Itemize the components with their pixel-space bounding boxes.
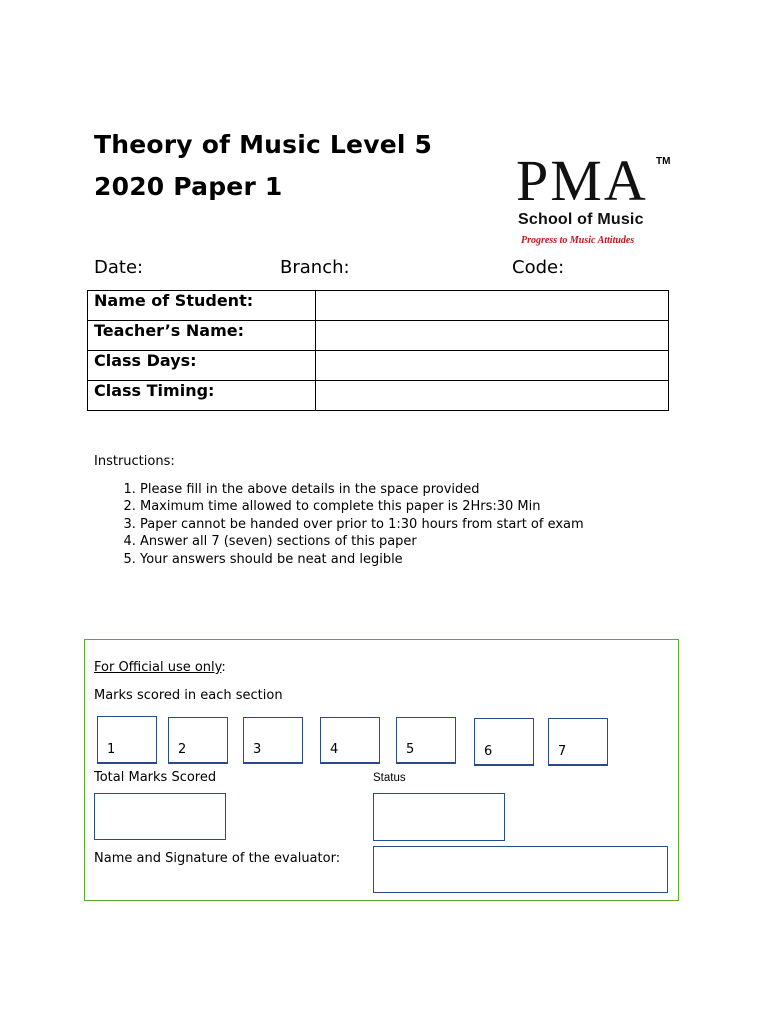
class-days-label: Class Days: bbox=[88, 351, 316, 381]
table-row bbox=[88, 291, 669, 321]
total-marks-label: Total Marks Scored bbox=[94, 770, 217, 785]
list-item: 5. Your answers should be neat and legible bbox=[140, 551, 720, 568]
instructions-title: Instructions: bbox=[94, 454, 175, 469]
section-number: 6 bbox=[484, 744, 493, 759]
student-name-field[interactable] bbox=[316, 291, 669, 321]
logo-brand: PMA bbox=[516, 148, 648, 213]
class-timing-label: Class Timing: bbox=[88, 381, 316, 411]
branch-label: Branch: bbox=[280, 257, 350, 278]
pma-logo bbox=[514, 148, 680, 252]
list-item: 3. Paper cannot be handed over prior to 1:30 hours from start of exam bbox=[140, 516, 720, 533]
marks-per-section-label: Marks scored in each section bbox=[94, 688, 283, 703]
table-row bbox=[88, 351, 669, 381]
class-days-field[interactable] bbox=[316, 351, 669, 381]
section-5-box[interactable] bbox=[396, 717, 456, 764]
section-number: 3 bbox=[253, 742, 262, 757]
list-item: 2. Maximum time allowed to complete this paper is 2Hrs:30 Min bbox=[140, 498, 720, 515]
section-number: 2 bbox=[178, 742, 187, 757]
student-details-table bbox=[87, 290, 669, 411]
instructions-list bbox=[94, 481, 720, 568]
teacher-name-label: Teacher’s Name: bbox=[88, 321, 316, 351]
logo-tagline: Progress to Music Attitudes bbox=[521, 235, 635, 246]
section-number: 5 bbox=[406, 742, 415, 757]
paper-title: Theory of Music Level 5 bbox=[94, 130, 433, 159]
official-use-panel bbox=[84, 639, 679, 901]
section-4-box[interactable] bbox=[320, 717, 380, 764]
list-item: 4. Answer all 7 (seven) sections of this paper bbox=[140, 533, 720, 550]
section-number: 7 bbox=[558, 744, 567, 759]
paper-subtitle: 2020 Paper 1 bbox=[94, 172, 283, 201]
section-7-box[interactable] bbox=[548, 718, 608, 766]
date-label: Date: bbox=[94, 257, 144, 278]
table-row bbox=[88, 381, 669, 411]
logo-trademark: TM bbox=[656, 156, 671, 167]
table-row bbox=[88, 321, 669, 351]
official-use-heading: For Official use only: bbox=[94, 660, 226, 675]
status-label: Status bbox=[373, 772, 406, 784]
logo-school-name: School of Music bbox=[518, 211, 644, 228]
evaluator-signature-box[interactable] bbox=[373, 846, 668, 893]
section-6-box[interactable] bbox=[474, 718, 534, 766]
section-number: 4 bbox=[330, 742, 339, 757]
student-name-label: Name of Student: bbox=[88, 291, 316, 321]
evaluator-label: Name and Signature of the evaluator: bbox=[94, 851, 341, 866]
list-item: 1. Please fill in the above details in the space provided bbox=[140, 481, 720, 498]
status-box[interactable] bbox=[373, 793, 505, 841]
teacher-name-field[interactable] bbox=[316, 321, 669, 351]
section-1-box[interactable] bbox=[97, 716, 157, 764]
class-timing-field[interactable] bbox=[316, 381, 669, 411]
section-2-box[interactable] bbox=[168, 717, 228, 764]
total-marks-box[interactable] bbox=[94, 793, 226, 840]
code-label: Code: bbox=[512, 257, 565, 278]
section-number: 1 bbox=[107, 742, 116, 757]
section-3-box[interactable] bbox=[243, 717, 303, 764]
